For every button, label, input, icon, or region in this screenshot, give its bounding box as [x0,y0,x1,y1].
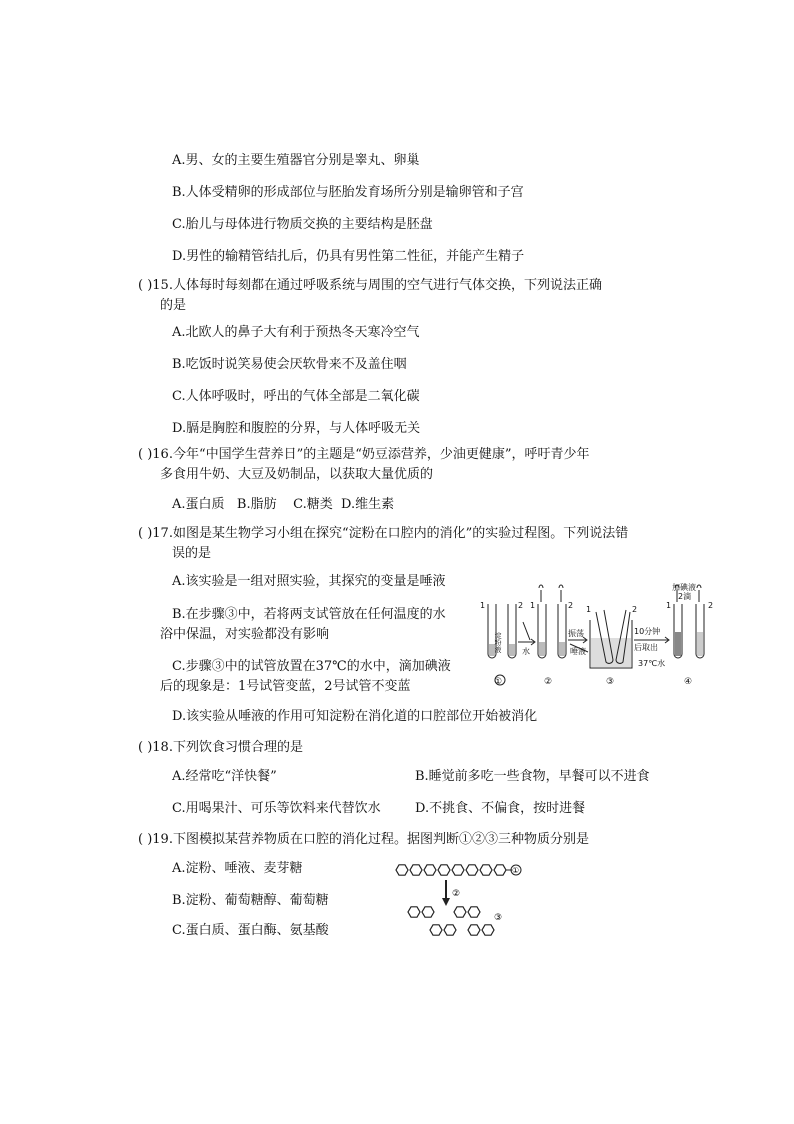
fig-time-label-1: 10分钟 [634,627,661,636]
dropper-top-1 [539,585,543,602]
q18-option-c: C.用喝果汁、可乐等饮料来代替饮水 [172,801,381,816]
q19-option-b: B.淀粉、葡萄糖醇、葡萄糖 [172,893,329,908]
dropper-water [523,622,530,640]
q19-option-c: C.蛋白质、蛋白酶、氨基酸 [172,923,329,938]
q17-option-b-line2: 浴中保温，对实验都没有影响 [160,627,330,642]
q17-option-b-line1: B.在步骤③中，若将两支试管放在任何温度的水 [172,607,446,622]
q18-option-a: A.经常吃“洋快餐” [172,769,277,784]
q15-answer-blank: ( ) [138,278,153,293]
q15-option-d: D.膈是胸腔和腹腔的分界，与人体呼吸无关 [172,421,421,436]
q14-option-b: B.人体受精卵的形成部位与胚胎发育场所分别是输卵管和子宫 [172,185,524,200]
q16-stem-line2: 多食用牛奶、大豆及奶制品，以获取大量优质的 [160,467,434,482]
fig-iodine-label-1: 加碘液 [672,583,696,592]
q19-stem-text: 19.下图模拟某营养物质在口腔的消化过程。据图判断①②③三种物质分别是 [152,832,589,847]
q16-answer-blank: ( ) [138,447,153,462]
q17-option-a: A.该实验是一组对照实验，其探究的变量是唾液 [172,574,446,589]
q17-stem-line1: 17.如图是某生物学习小组在探究“淀粉在口腔内的消化”的实验过程图。下列说法错 [152,526,629,541]
q19-option-a: A.淀粉、唾液、麦芽糖 [172,861,303,876]
fig-step3-label: ③ [606,677,615,687]
q17-option-d: D.该实验从唾液的作用可知淀粉在消化道的口腔部位开始被消化 [172,709,538,724]
q16-stem [138,446,590,464]
starch-chain [396,865,506,875]
down-arrow-head [442,898,450,906]
dropper-iodine-2 [697,585,701,602]
q14-option-d: D.男性的输精管结扎后，仍具有男性第二性征，并能产生精子 [172,249,525,264]
q15-stem-line2: 的是 [160,298,187,313]
fig-temp-label: 37℃水 [638,659,666,668]
fig-step4-label: ④ [684,677,693,687]
q18-option-b: B.睡觉前多吃一些食物，早餐可以不进食 [415,769,650,784]
q14-option-c: C.胎儿与母体进行物质交换的主要结构是胚盘 [172,217,433,232]
fig-starch-label: 淀粉液 [494,632,502,653]
q16-stem-line1: 16.今年“中国学生营养日”的主题是“奶豆添营养，少油更健康”，呼吁青少年 [152,447,590,462]
q15-stem [138,277,602,295]
fig-shake-label: 振荡 [568,629,584,638]
dropper-top-2 [559,585,563,602]
fig-step2-label: ② [544,677,553,687]
q15-option-b: B.吃饭时说笑易使会厌软骨来不及盖住咽 [172,357,407,372]
q15-stem-line1: 15.人体每时每刻都在通过呼吸系统与周围的空气进行气体交换，下列说法正确 [152,278,602,293]
fig-label-2: ② [452,889,461,899]
q14-option-a: A.男、女的主要生殖器官分别是睾丸、卵巢 [172,153,420,168]
q19-stem [138,831,589,849]
q17-option-c-line1: C.步骤③中的试管放置在37℃的水中，滴加碘液 [172,659,451,674]
fig-label-1: ① [512,866,520,875]
maltose-units [408,907,494,935]
q18-stem [138,739,303,757]
fig-label-3: ③ [494,913,503,923]
q19-digestion-figure [392,860,532,946]
fig-iodine-label-2: 2滴 [678,592,692,601]
q19-answer-blank: ( ) [138,832,153,847]
fig-tube1-label-d: 1 [666,601,672,610]
fig-tube2-label-b: 2 [568,601,574,610]
q17-option-c-line2: 后的现象是：1号试管变蓝，2号试管不变蓝 [160,679,411,694]
q17-answer-blank: ( ) [138,526,153,541]
q17-stem-line2: 误的是 [172,546,212,561]
fig-tube2-label-d: 2 [708,601,714,610]
q17-experiment-figure [478,582,718,690]
fig-tube2-label-c: 2 [632,605,638,614]
fig-tube1-label-a: 1 [480,601,486,610]
q18-option-d: D.不挑食、不偏食，按时进餐 [415,801,586,816]
fig-step1-label: ① [494,677,503,687]
q17-stem [138,525,628,543]
fig-water-label: 水 [522,647,530,656]
fig-saliva-label: 唾液 [570,647,586,656]
fig-tube1-label-b: 1 [530,601,536,610]
fig-time-label-2: 后取出 [634,643,658,652]
q16-options: A.蛋白质 B.脂肪 C.糖类 D.维生素 [172,497,395,512]
q15-option-a: A.北欧人的鼻子大有利于预热冬天寒冷空气 [172,325,420,340]
q18-stem-text: 18.下列饮食习惯合理的是 [152,740,303,755]
fig-tube2-label-a: 2 [518,601,524,610]
q15-option-c: C.人体呼吸时，呼出的气体全部是二氧化碳 [172,389,420,404]
fig-tube1-label-c: 1 [586,605,592,614]
q18-answer-blank: ( ) [138,740,153,755]
